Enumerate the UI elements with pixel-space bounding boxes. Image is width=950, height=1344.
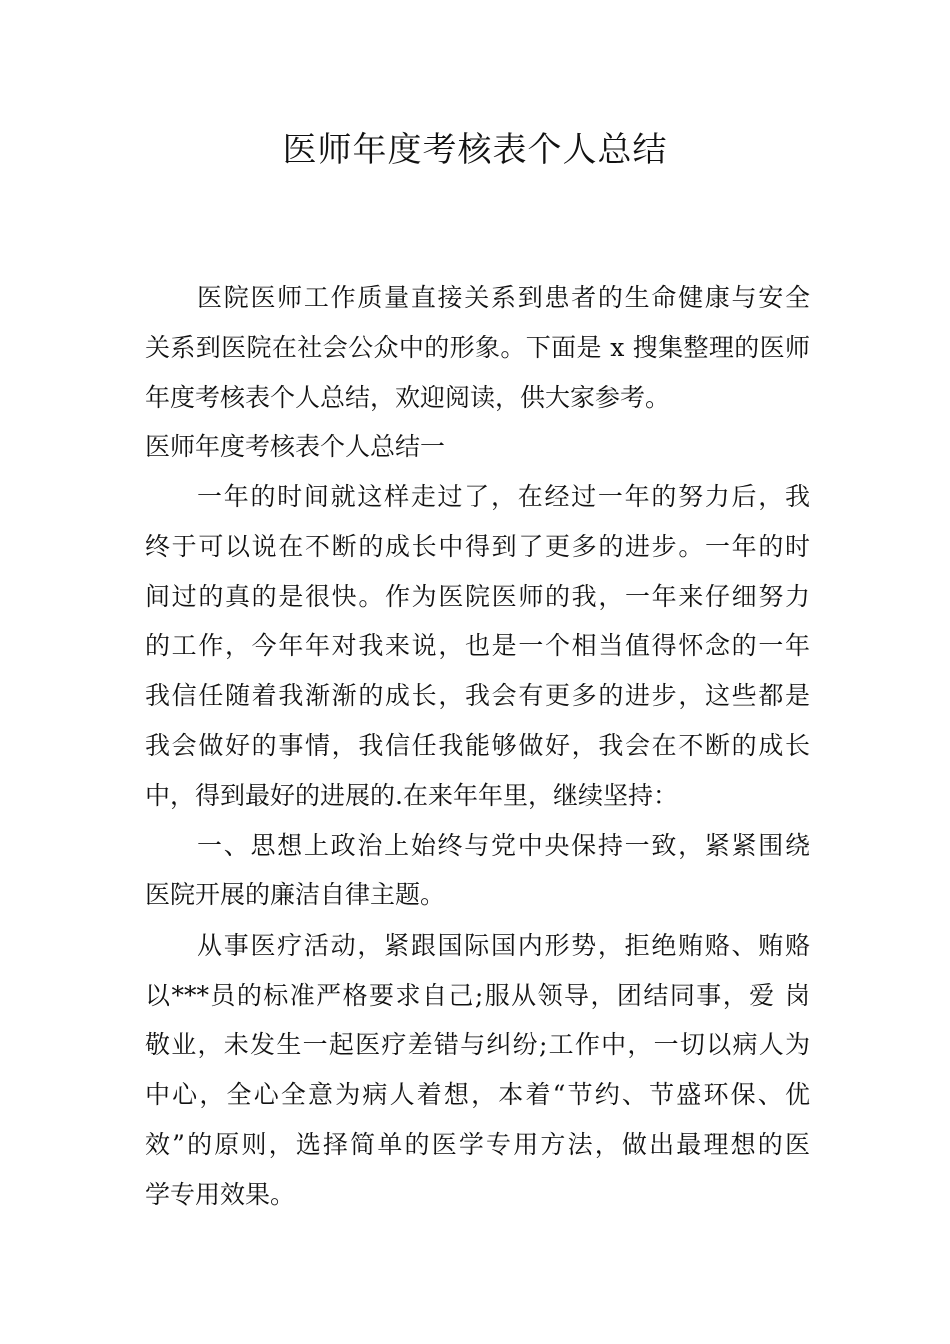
- paragraph-line: 中心，全心全意为病人着想，本着“节约、节盛环保、优: [145, 1080, 810, 1109]
- paragraph-line: 年度考核表个人总结，欢迎阅读，供大家参考。: [145, 383, 671, 412]
- document-title: 医师年度考核表个人总结: [282, 130, 668, 170]
- paragraph-line: 敬业，未发生一起医疗差错与纠纷;工作中，一切以病人为: [145, 1030, 810, 1059]
- paragraph-line: 我信任随着我渐渐的成长，我会有更多的进步，这些都是: [145, 681, 810, 710]
- paragraph-line: 医院医师工作质量直接关系到患者的生命健康与安全: [197, 283, 810, 312]
- paragraph-line: 一、思想上政治上始终与党中央保持一致，紧紧围绕: [197, 831, 810, 860]
- paragraph-line: 我会做好的事情，我信任我能够做好，我会在不断的成长: [145, 731, 810, 760]
- paragraph-line: 效”的原则，选择简单的医学专用方法，做出最理想的医: [145, 1130, 810, 1159]
- section-heading: 医师年度考核表个人总结一: [145, 432, 446, 461]
- paragraph-line: 间过的真的是很快。作为医院医师的我，一年来仔细努力: [145, 582, 810, 611]
- paragraph-line: 终于可以说在不断的成长中得到了更多的进步。一年的时: [145, 532, 810, 561]
- paragraph-line: 从事医疗活动，紧跟国际国内形势，拒绝贿赂、贿赂: [197, 931, 810, 960]
- paragraph-line: 关系到医院在社会公众中的形象。下面是 x 搜集整理的医师: [145, 333, 810, 362]
- paragraph-line: 以***员的标准严格要求自己;服从领导，团结同事，爱 岗: [145, 981, 810, 1010]
- paragraph-line: 一年的时间就这样走过了，在经过一年的努力后，我: [197, 482, 810, 511]
- paragraph-line: 的工作，今年年对我来说，也是一个相当值得怀念的一年: [145, 631, 810, 660]
- paragraph-line: 学专用效果。: [145, 1180, 296, 1209]
- paragraph-line: 中，得到最好的进展的.在来年年里，继续坚持：: [145, 781, 678, 810]
- paragraph-line: 医院开展的廉洁自律主题。: [145, 880, 446, 909]
